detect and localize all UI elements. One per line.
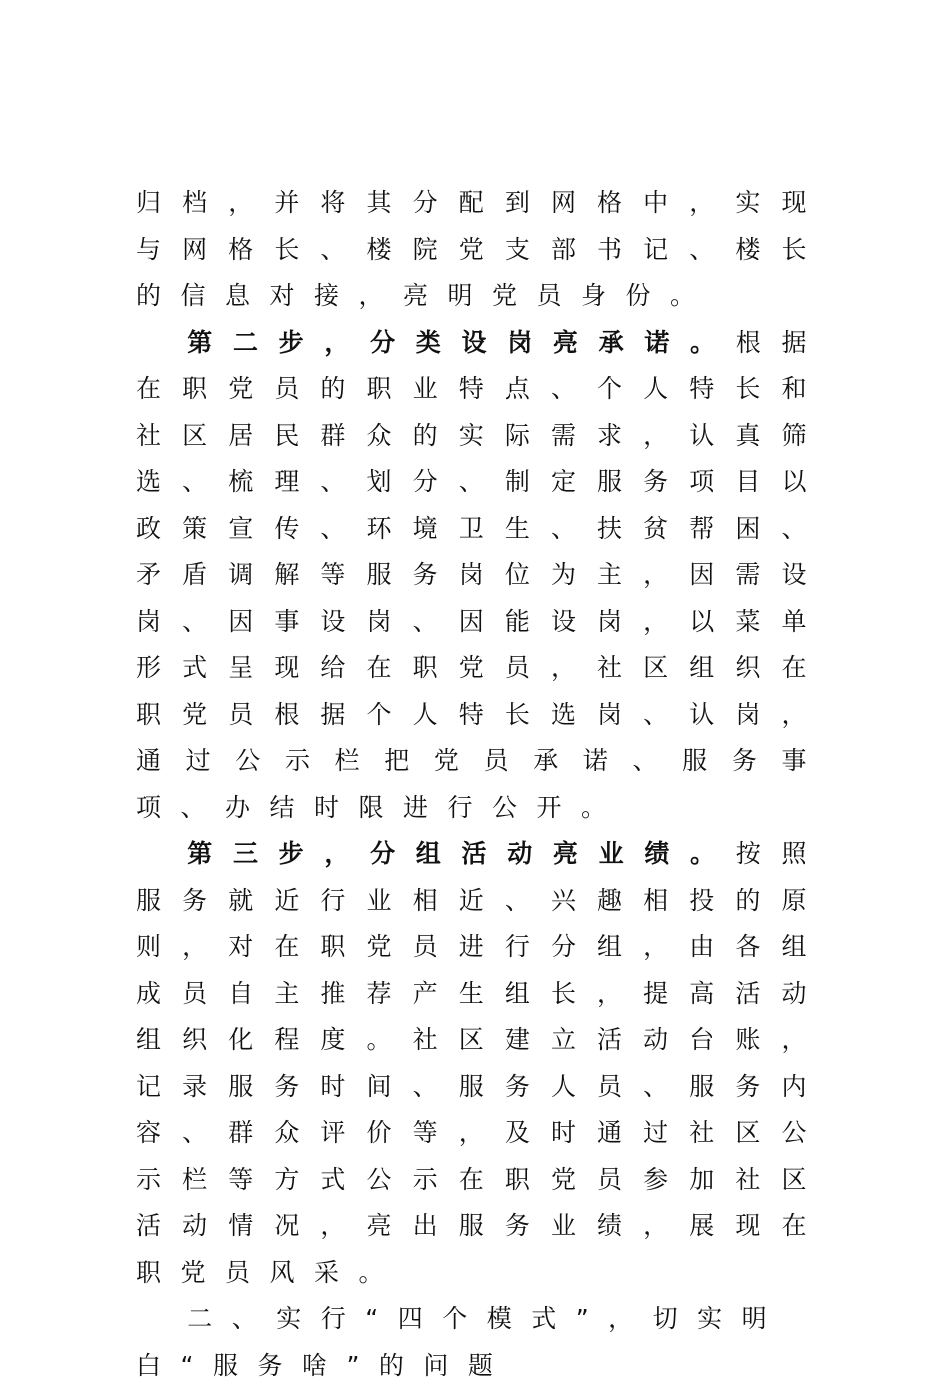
- paragraph-step-two: [136, 320, 826, 832]
- paragraph-lead: 第二步，分类设岗亮承诺。: [187, 327, 736, 357]
- section-heading: 二、实行“四个模式”，切实明白“服务啥”的问题: [136, 1304, 787, 1380]
- document-body: [136, 180, 826, 1389]
- paragraph-body: 按照服务就近行业相近、兴趣相投的原则，对在职党员进行分组，由各组成员自主推荐产生组长，提高活动组织化程度。社区建立活动台账，记录服务时间、服务人员、服务内容、群众评价等，及时通过社区公示栏等方式公示在职党员参加社区活动情况，亮出服务业绩，展现在职党员风采。: [136, 839, 826, 1287]
- paragraph-lead: 第三步，分组活动亮业绩。: [187, 839, 736, 868]
- paragraph-body: 归档，并将其分配到网格中，实现与网格长、楼院党支部书记、楼长的信息对接，亮明党员身份。: [136, 188, 826, 310]
- paragraph-body: 根据在职党员的职业特点、个人特长和社区居民群众的实际需求，认真筛选、梳理、划分、制定服务项目以政策宣传、环境卫生、扶贫帮困、矛盾调解等服务岗位为主，因需设岗、因事设岗、因能设岗，以菜单形式呈现给在职党员，社区组织在职党员根据个人特长选岗、认岗，通过公示栏把党员承诺、服务事项、办结时限进行公开。: [136, 327, 826, 822]
- paragraph-step-three: [136, 831, 826, 1296]
- paragraph-archive: [136, 180, 826, 320]
